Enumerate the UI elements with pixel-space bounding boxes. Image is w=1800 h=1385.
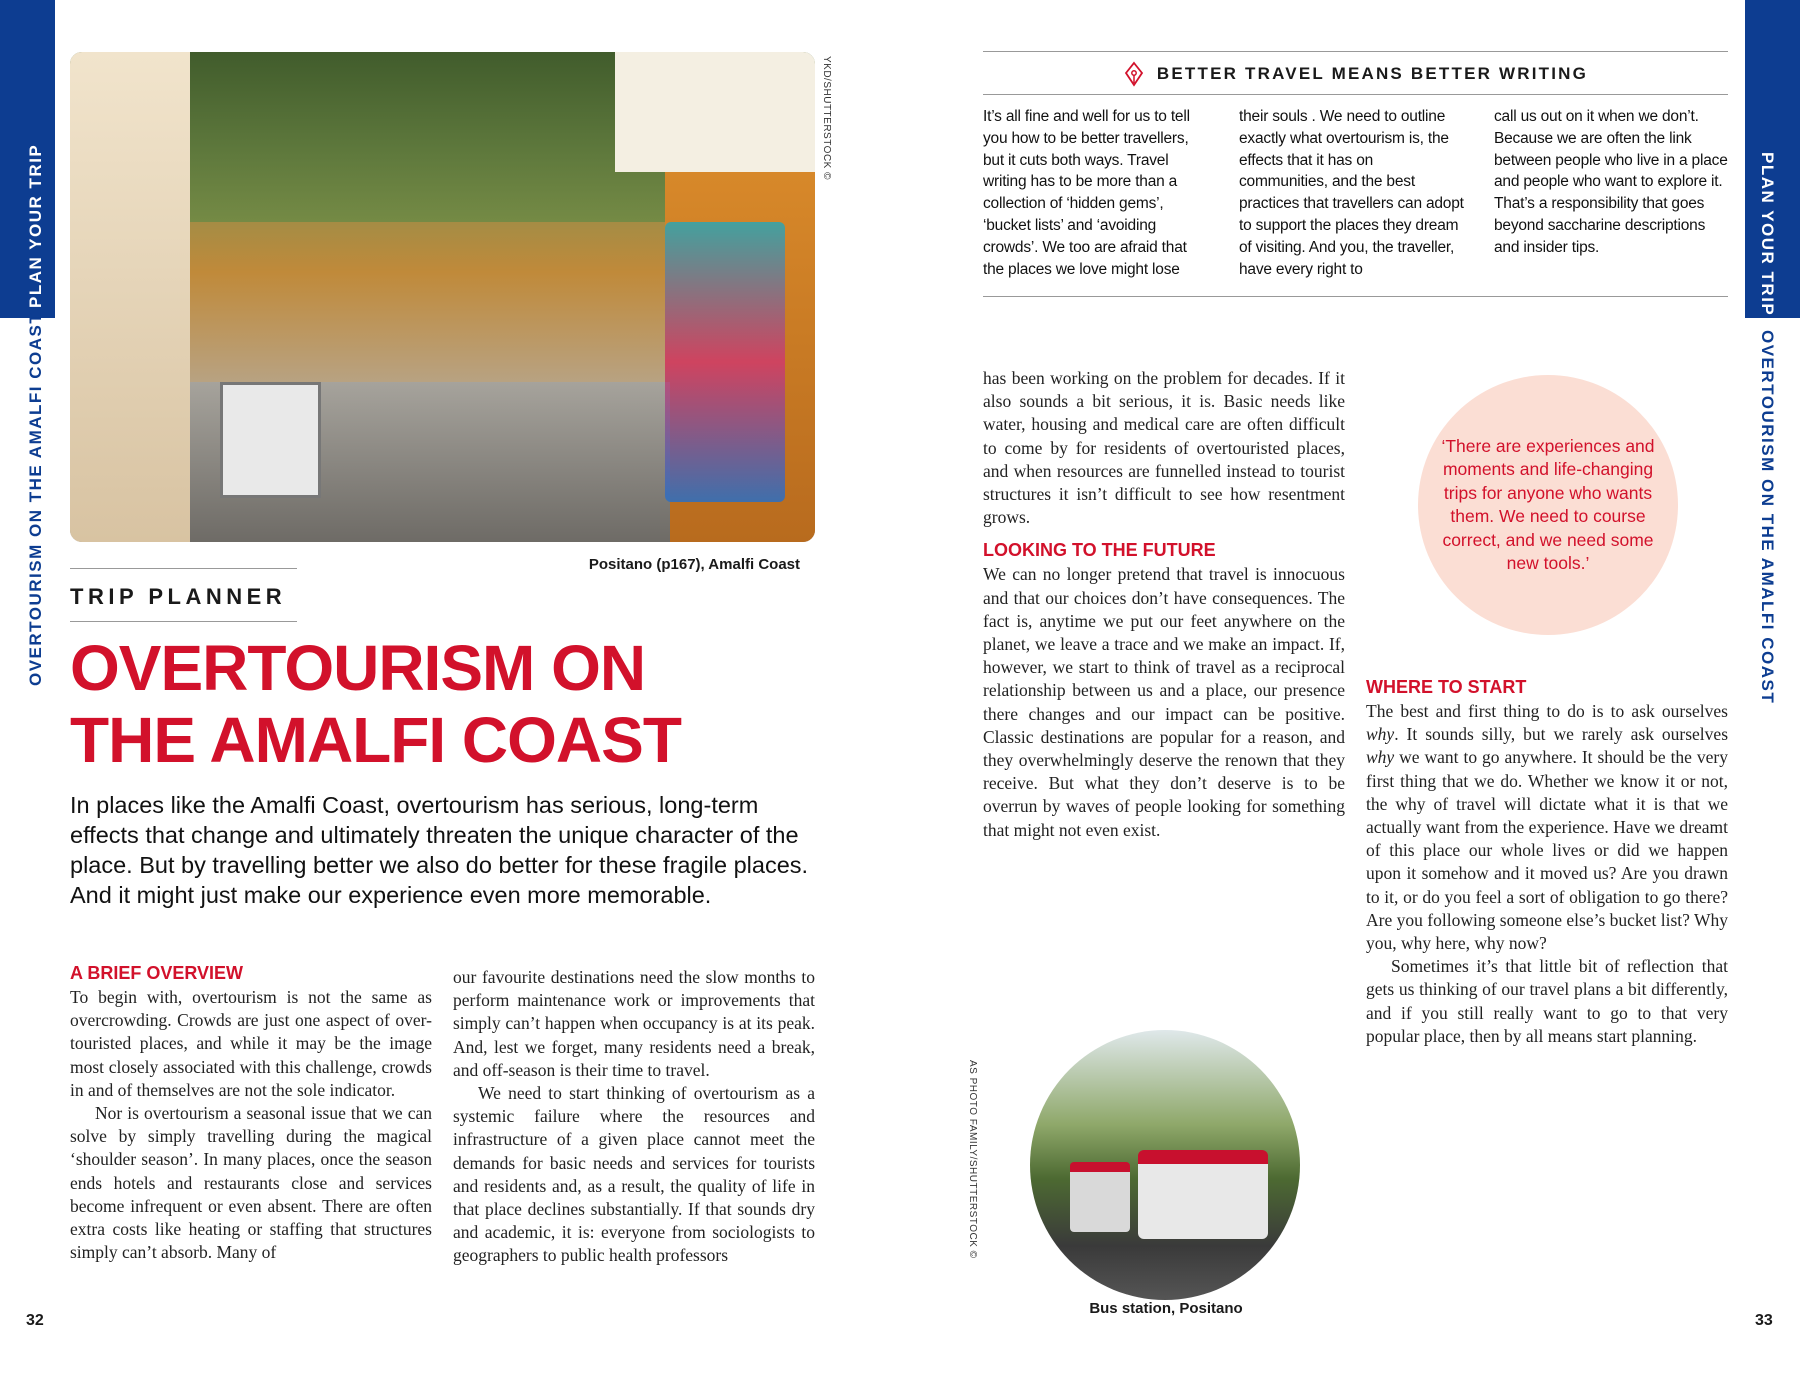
section-label: TRIP PLANNER — [70, 584, 287, 609]
right-tab-label: PLAN YOUR TRIP — [1758, 152, 1777, 317]
main-photo-credit: YKD/SHUTTERSTOCK © — [821, 56, 832, 180]
page-number-right: 33 — [1755, 1312, 1773, 1329]
label-rule-top — [70, 568, 297, 569]
title-line-1: OVERTOURISM ON — [70, 632, 646, 704]
page-number-left: 32 — [26, 1312, 44, 1329]
start-heading: WHERE TO START — [1366, 677, 1527, 697]
box-rule-mid — [983, 94, 1728, 95]
overview-column-1 — [70, 962, 432, 1264]
pull-quote — [1418, 375, 1678, 635]
box-column-1: It’s all fine and well for us to tell you how to be better travellers, but it cuts both ways. Travel writing has to be more than a collection of ‘hidden gems’, ‘bucket lists’ and ‘avoiding crowds’. We too are afraid that the places we love might lose — [983, 108, 1190, 278]
positano-street-photo — [70, 52, 815, 542]
box-header — [983, 58, 1728, 90]
box-column-3: call us out on it when we don’t. Because we are often the link between people who live in a place and people who want to explore it. That’s a responsibility that goes beyond saccharine descriptions and insider tips. — [1494, 108, 1728, 256]
right-col1-para-2: We can no longer pretend that travel is innocuous and that our choices don’t have consequences. The fact is, anytime we put our feet anywhere on the planet, we leave a trace and we make an impact. If, however, we start to think of travel as a reciprocal relationship between us and a place, our presence there changes and our impact can be positive. Classic destinations are popular for a reason, and they overwhelmingly deserve the renown that they receive. But what they don’t deserve is to be overrun by waves of people looking for something that might not even exist. — [983, 564, 1345, 840]
page-title — [70, 632, 790, 776]
right-col1-para-1: has been working on the problem for decades. If it also sounds a bit serious, it is. Basic needs like water, housing and medical care are often difficult to come by for residents of overtouristed places, and when resources are funnelled instead to tourist structures it isn’t difficult to see how resentment grows. — [983, 368, 1345, 528]
round-photo-caption: Bus station, Positano — [1089, 1300, 1243, 1317]
left-tab-label: PLAN YOUR TRIP — [26, 143, 45, 308]
future-heading: LOOKING TO THE FUTURE — [983, 540, 1216, 561]
label-rule-bottom — [70, 621, 297, 622]
right-column-2 — [1366, 676, 1728, 1048]
standfirst: In places like the Amalfi Coast, overtourism has serious, long-term effects that change and ultimately threaten the unique character of the place. But by travelling better we also do better for these fragile places. And it might just make our experience even more memorable. — [70, 792, 809, 908]
pull-quote-text: ‘There are experiences and moments and life-changing trips for anyone who wants them. We need to course correct, and we need some new tools.’ — [1441, 435, 1655, 573]
right-chapter-label: OVERTOURISM ON THE AMALFI COAST — [1758, 330, 1777, 705]
overview-col2-para-1: our favourite destinations need the slow months to perform maintenance work or improvements that simply can’t happen when occupancy is at its peak. And, lest we forget, many residents need a break, and off-season is their time to travel. — [453, 967, 815, 1080]
box-rule-bottom — [983, 296, 1728, 297]
title-line-2: THE AMALFI COAST — [70, 704, 681, 776]
right-col2-para-2: Sometimes it’s that little bit of reflection that gets us thinking of our travel plans a bit differently, and if you still really want to go to that very popular place, then by all means start planning. — [1366, 956, 1728, 1046]
pen-nib-icon — [1123, 61, 1145, 87]
main-photo-caption: Positano (p167), Amalfi Coast — [588, 556, 800, 573]
right-column-1 — [983, 367, 1345, 842]
box-title: BETTER TRAVEL MEANS BETTER WRITING — [1156, 64, 1589, 83]
box-rule-top — [983, 51, 1728, 52]
bus-station-photo — [1030, 1030, 1300, 1300]
overview-col1-para-2: Nor is overtourism a seasonal issue that we can solve by simply travelling during the magical ‘shoulder season’. In many places, once the season ends hotels and restaurants close and services become infrequent or even absent. There are often extra costs like heating or staffing that structures simply can’t absorb. Many of — [70, 1103, 432, 1263]
round-photo-credit: AS PHOTO FAMILY/SHUTTERSTOCK © — [967, 1060, 978, 1259]
box-column-2: their souls . We need to outline exactly what overtourism is, the effects that it has on communities, and the best practices that travellers can adopt to support the places they dream of visiting. And you, the traveller, have every right to — [1239, 108, 1464, 278]
right-col2-para-1: The best and first thing to do is to ask ourselves why. It sounds silly, but we rarely ask ourselves why we want to go anywhere. It should be the very first thing that we do. Whether we know it or not, the why of travel will dictate what it is that we actually want from the experience. Have we dreamt of this place our whole lives or did we happen upon it somehow and it moved us? Are you drawn to it, or do you feel a sort of obligation to go there? Are you following someone else’s bucket list? Why you, why here, why now? — [1366, 701, 1728, 954]
overview-col2-para-2: We need to start thinking of overtourism as a systemic failure where the resources and infrastructure of a given place cannot meet the demands for basic needs and services for tourists and residents and, as a result, the quality of life in that place declines substantially. If that sounds dry and academic, it is: everyone from sociologists to geographers to public health professors — [453, 1083, 815, 1266]
left-chapter-label: OVERTOURISM ON THE AMALFI COAST — [26, 311, 45, 686]
overview-column-2 — [453, 966, 815, 1268]
overview-heading: A BRIEF OVERVIEW — [70, 963, 244, 983]
overview-col1-para-1: To begin with, overtourism is not the same as overcrowding. Crowds are just one aspect of over-touristed places, and while it may be the image most closely associated with this challenge, crowds in and of themselves are not the sole indicator. — [70, 987, 432, 1100]
